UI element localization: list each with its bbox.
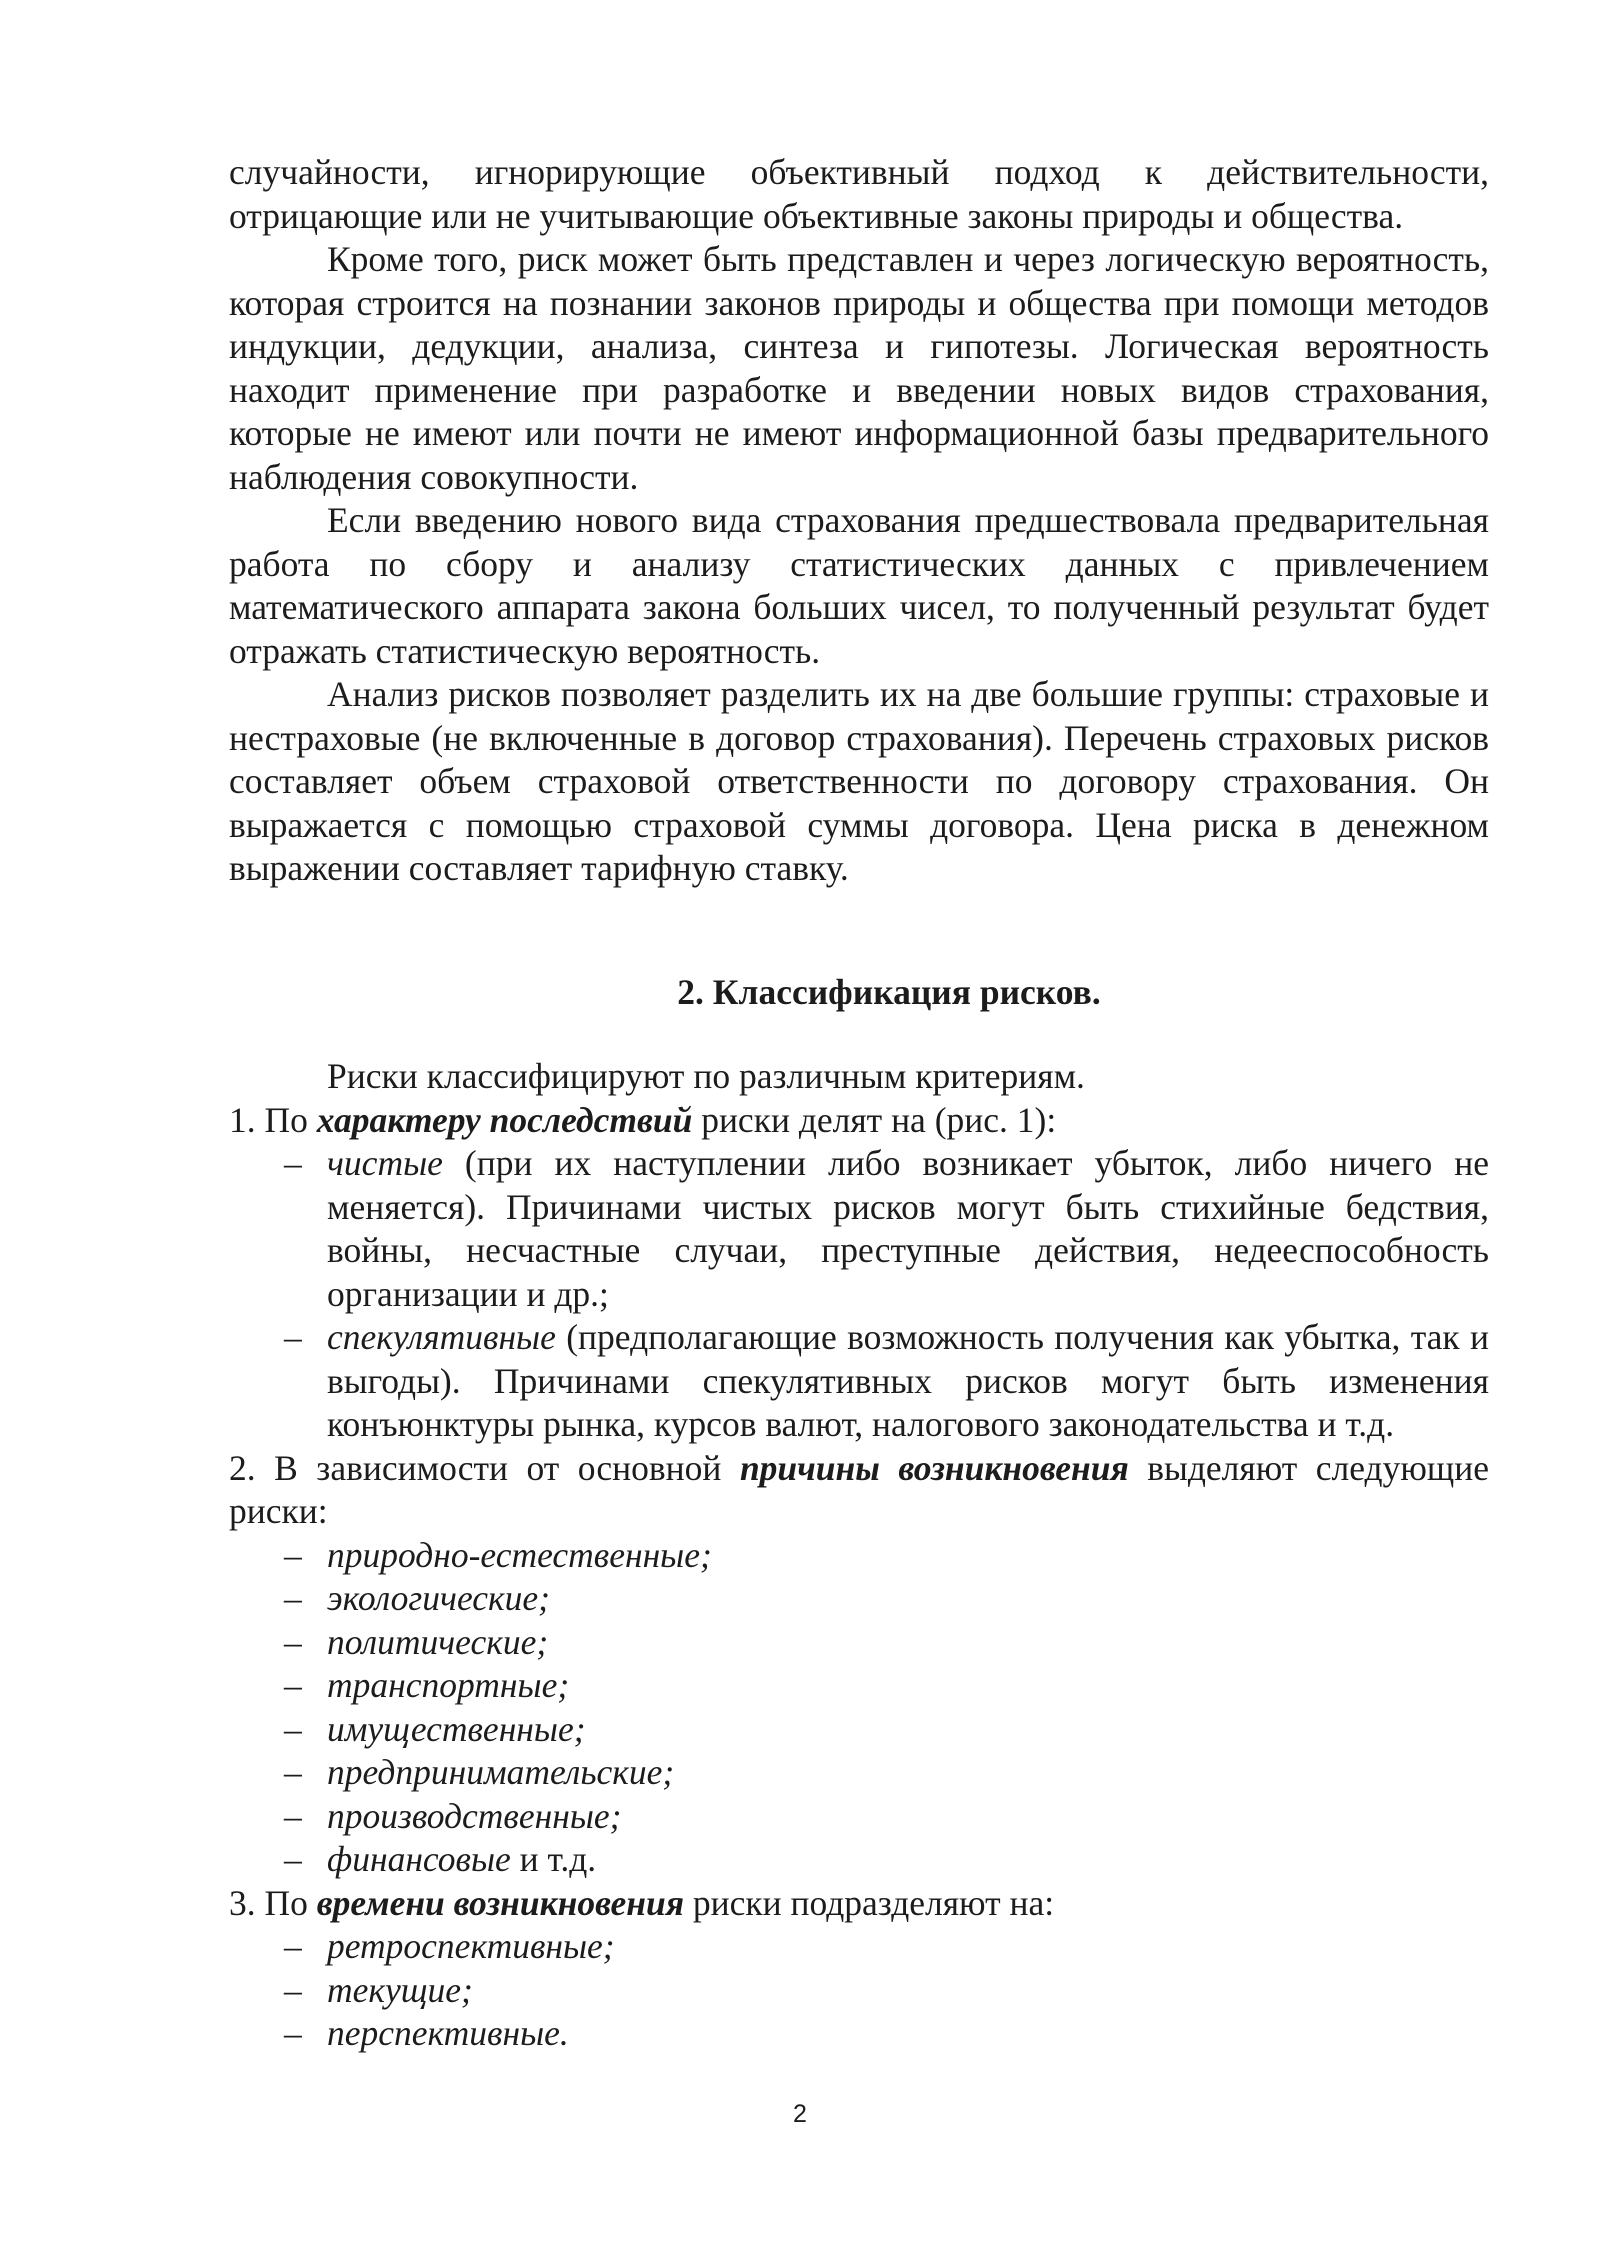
- section-heading: 2. Классификация рисков.: [677, 971, 1101, 1012]
- classification-intro: Риски классифицируют по различным критериям.: [327, 1056, 1085, 1096]
- criterion-term: причины возникновения: [739, 1447, 1129, 1488]
- list-item: [229, 1838, 1489, 1882]
- criterion-cause: [229, 1447, 1489, 1534]
- risk-term: текущие;: [327, 1969, 473, 2010]
- risk-term: спекулятивные: [327, 1317, 556, 1357]
- list-item: [229, 1795, 1489, 1839]
- criterion-prefix: 1. По: [229, 1099, 317, 1140]
- dash-bullet-icon: –: [284, 1665, 302, 1705]
- paragraph-logical-probability: Кроме того, риск может быть представлен и через логическую вероятность, которая строится на познании законов природы и общества при помощи методов индукции, дедукции, анализа, синтеза и гипотезы. Логическая вероятность находит применение при разработке и введении новых видов страхования, которые не имеют или почти не имеют информационной базы предварительного наблюдения совокупности.: [229, 239, 1489, 497]
- list-item: [229, 1751, 1489, 1795]
- risk-term: производственные;: [327, 1795, 622, 1836]
- risk-term: предпринимательские;: [327, 1752, 675, 1792]
- paragraph-continuation: случайности, игнорирующие объективный подход к действительности, отрицающие или не учитывающие объективные законы природы и общества.: [229, 152, 1489, 236]
- risk-term: политические;: [327, 1621, 549, 1662]
- list-item: [229, 1664, 1489, 1708]
- dash-bullet-icon: –: [284, 2013, 302, 2053]
- list-item: [229, 1969, 1489, 2013]
- time-list: [229, 1925, 1489, 2056]
- risk-term: ретроспективные;: [327, 1926, 615, 1966]
- dash-bullet-icon: –: [284, 1969, 302, 2010]
- dash-bullet-icon: –: [284, 1578, 302, 1618]
- list-item: [229, 1316, 1489, 1447]
- risk-term: экологические;: [327, 1578, 550, 1618]
- dash-bullet-icon: –: [284, 1621, 302, 1662]
- paragraph-risk-analysis: Анализ рисков позволяет разделить их на две большие группы: страховые и нестраховые (не включенные в договор страхования). Перечень страховых рисков составляет объем страховой ответственности по договору страхования. Он выражается с помощью страховой суммы договора. Цена риска в денежном выражении составляет тарифную ставку.: [229, 674, 1489, 888]
- criterion-suffix: риски делят на (рис. 1):: [692, 1099, 1057, 1140]
- page-content: [229, 151, 1489, 2056]
- criterion-consequences: [229, 1099, 1489, 1143]
- criterion-term: характеру последствий: [316, 1099, 693, 1140]
- dash-bullet-icon: –: [284, 1534, 302, 1575]
- dash-bullet-icon: –: [284, 1839, 302, 1879]
- dash-bullet-icon: –: [284, 1752, 302, 1792]
- risk-term: транспортные;: [327, 1665, 570, 1705]
- risk-description: и т.д.: [510, 1839, 597, 1879]
- risk-term: природно-естественные;: [327, 1534, 712, 1575]
- risk-description: (при их наступлении либо возникает убыток, либо ничего не меняется). Причинами чистых рисков могут быть стихийные бедствия, войны, несчастные случаи, преступные действия, недееспособность организации и др.;: [327, 1143, 1489, 1314]
- list-item: [229, 1577, 1489, 1621]
- dash-bullet-icon: –: [284, 1795, 302, 1836]
- risk-term: имущественные;: [327, 1708, 586, 1749]
- list-item: [229, 1925, 1489, 1969]
- risk-description: (предполагающие возможность получения как убытка, так и выгоды). Причинами спекулятивных рисков могут быть изменения конъюнктуры рынка, курсов валют, налогового законодательства и т.д.: [327, 1317, 1489, 1444]
- list-item: [229, 1142, 1489, 1316]
- list-item: [229, 1708, 1489, 1752]
- risk-term: чистые: [327, 1143, 443, 1183]
- criterion-suffix: риски подразделяют на:: [684, 1882, 1055, 1923]
- criterion-time: [229, 1882, 1489, 1926]
- risk-term: финансовые: [327, 1839, 511, 1879]
- paragraph-statistical-probability: Если введению нового вида страхования предшествовала предварительная работа по сбору и анализу статистических данных с привлечением математического аппарата закона больших чисел, то полученный результат будет отражать статистическую вероятность.: [229, 500, 1489, 671]
- list-item: [229, 2012, 1489, 2056]
- dash-bullet-icon: –: [284, 1143, 302, 1183]
- dash-bullet-icon: –: [284, 1926, 302, 1966]
- list-item: [229, 1534, 1489, 1578]
- criterion-prefix: 2. В зависимости от основной: [229, 1447, 740, 1488]
- cause-list: [229, 1534, 1489, 1882]
- risk-term: перспективные.: [327, 2013, 569, 2053]
- page-number: 2: [793, 2100, 807, 2128]
- criterion-prefix: 3. По: [229, 1882, 317, 1923]
- dash-bullet-icon: –: [284, 1708, 302, 1749]
- list-item: [229, 1621, 1489, 1665]
- dash-bullet-icon: –: [284, 1317, 302, 1357]
- criterion-suffix: выделяют следующие риски:: [229, 1447, 1489, 1531]
- criterion-term: времени возникновения: [316, 1882, 685, 1923]
- consequences-list: [229, 1142, 1489, 1447]
